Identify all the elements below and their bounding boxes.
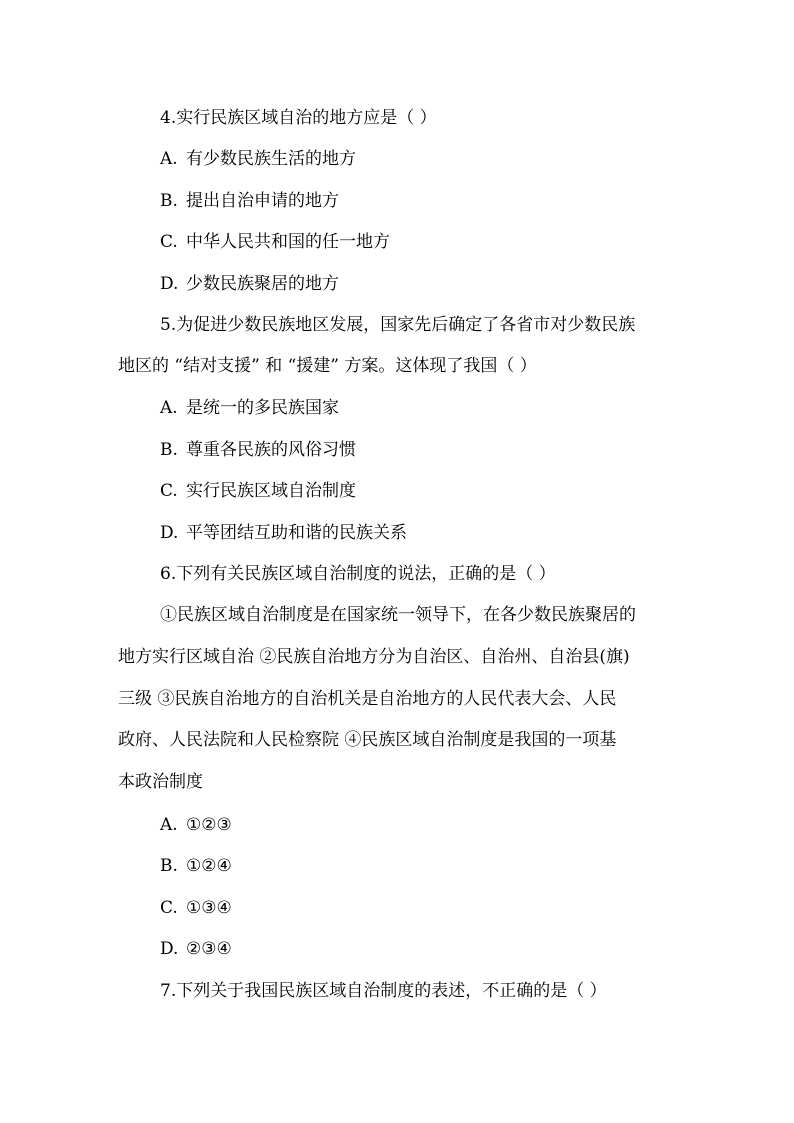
option-text: ②③④: [186, 939, 232, 959]
option-letter: D.: [160, 939, 179, 959]
question-6-body-line-4: 政府、人民法院和人民检察院 ④民族区域自治制度是我国的一项基: [118, 730, 617, 750]
option-text: 中华人民共和国的任一地方: [186, 232, 390, 252]
question-6-option-c: [160, 898, 232, 918]
question-5-option-c: [160, 481, 356, 501]
option-letter: B.: [160, 191, 178, 211]
question-6-option-a: [160, 815, 232, 835]
option-text: ①②④: [186, 856, 232, 876]
option-letter: C.: [160, 898, 178, 918]
option-letter: A.: [160, 815, 178, 835]
option-text: 有少数民族生活的地方: [186, 149, 356, 169]
option-text: 实行民族区域自治制度: [186, 481, 356, 501]
option-letter: C.: [160, 232, 178, 252]
question-5-stem-line-1: 5.为促进少数民族地区发展，国家先后确定了各省市对少数民族: [160, 315, 636, 335]
question-5-option-d: [160, 523, 407, 543]
question-4-stem: 4.实行民族区域自治的地方应是（ ）: [160, 108, 437, 128]
option-text: 是统一的多民族国家: [186, 398, 339, 418]
question-6-body-line-3: 三级 ③民族自治地方的自治机关是自治地方的人民代表大会、人民: [118, 689, 617, 709]
option-letter: C.: [160, 481, 178, 501]
option-letter: D.: [160, 274, 179, 294]
question-4-option-c: [160, 232, 390, 252]
question-6-option-d: [160, 939, 232, 959]
option-letter: A.: [160, 149, 178, 169]
question-6-body-line-2: 地方实行区域自治 ②民族自治地方分为自治区、自治州、自治县(旗): [118, 647, 630, 667]
option-letter: B.: [160, 440, 178, 460]
question-6-stem: 6.下列有关民族区域自治制度的说法，正确的是（ ）: [160, 564, 556, 584]
option-letter: D.: [160, 523, 179, 543]
question-5-option-a: [160, 398, 339, 418]
question-5-option-b: [160, 440, 356, 460]
question-4-option-b: [160, 191, 339, 211]
question-6-option-b: [160, 856, 232, 876]
question-4-option-a: [160, 149, 356, 169]
question-7-stem: 7.下列关于我国民族区域自治制度的表述，不正确的是（ ）: [160, 981, 607, 1001]
option-text: 尊重各民族的风俗习惯: [186, 440, 356, 460]
option-letter: B.: [160, 856, 178, 876]
option-letter: A.: [160, 398, 178, 418]
option-text: 平等团结互助和谐的民族关系: [186, 523, 407, 543]
option-text: ①③④: [186, 898, 232, 918]
question-5-stem-line-2: 地区的 “结对支援” 和 “援建” 方案。这体现了我国（ ）: [118, 356, 537, 376]
question-6-body-line-5: 本政治制度: [118, 772, 203, 792]
option-text: 少数民族聚居的地方: [186, 274, 339, 294]
question-6-body-line-1: ①民族区域自治制度是在国家统一领导下，在各少数民族聚居的: [160, 605, 636, 625]
question-4-option-d: [160, 274, 339, 294]
option-text: ①②③: [186, 815, 232, 835]
option-text: 提出自治申请的地方: [186, 191, 339, 211]
